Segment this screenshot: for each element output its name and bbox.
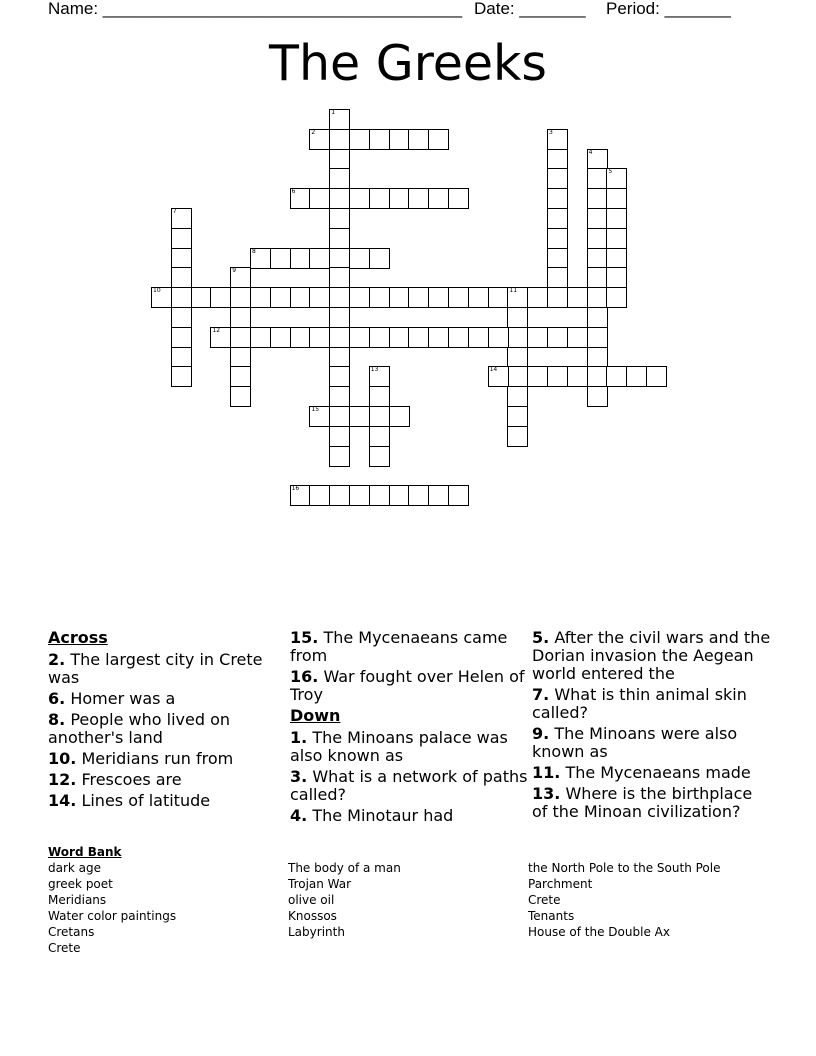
crossword-cell[interactable] [349, 406, 370, 427]
crossword-cell[interactable] [270, 287, 291, 308]
crossword-cell[interactable] [349, 248, 370, 269]
crossword-cell[interactable] [468, 327, 489, 348]
crossword-cell[interactable] [389, 129, 410, 150]
word-bank-item: Water color paintings [48, 909, 177, 923]
crossword-cell[interactable] [547, 208, 568, 229]
crossword-cell[interactable] [428, 327, 449, 348]
crossword-cell[interactable] [329, 149, 350, 170]
crossword-cell[interactable] [329, 426, 350, 447]
crossword-cell[interactable] [408, 327, 429, 348]
crossword-cell[interactable] [329, 168, 350, 189]
clue-number-label: 5 [608, 168, 613, 176]
crossword-cell[interactable] [389, 406, 410, 427]
crossword-cell[interactable] [547, 248, 568, 269]
date-field[interactable]: Date: _______ [474, 0, 586, 18]
crossword-cell[interactable] [507, 347, 528, 368]
clue-across-14: 14. Lines of latitude [48, 791, 211, 810]
crossword-cell[interactable] [230, 307, 251, 328]
crossword-cell[interactable] [587, 366, 608, 387]
crossword-cell[interactable] [270, 248, 291, 269]
crossword-cell[interactable] [428, 129, 449, 150]
crossword-cell[interactable] [547, 168, 568, 189]
clues-column-3 [532, 629, 772, 824]
crossword-cell[interactable] [547, 149, 568, 170]
crossword-cell[interactable] [507, 307, 528, 328]
crossword-cell[interactable] [250, 327, 271, 348]
crossword-cell[interactable] [408, 485, 429, 506]
period-field[interactable]: Period: _______ [606, 0, 731, 18]
word-bank-item: Parchment [528, 877, 593, 891]
clue-across-8: 8. People who lived on another's land [48, 710, 231, 747]
crossword-cell[interactable] [329, 485, 350, 506]
crossword-cell[interactable] [171, 248, 192, 269]
crossword-cell[interactable] [428, 287, 449, 308]
clue-number-label: 4 [588, 148, 593, 156]
crossword-cell[interactable] [587, 327, 608, 348]
clue-across-12: 12. Frescoes are [48, 770, 182, 789]
crossword-cell[interactable] [309, 248, 330, 269]
crossword-cell[interactable] [389, 327, 410, 348]
page-title: The Greeks [269, 35, 547, 92]
crossword-cell[interactable] [527, 327, 548, 348]
crossword-cell[interactable] [587, 188, 608, 209]
crossword-cell[interactable] [369, 327, 390, 348]
crossword-cell[interactable] [349, 485, 370, 506]
word-bank-column-1 [48, 844, 176, 956]
crossword-cell[interactable] [408, 129, 429, 150]
crossword-cell[interactable] [329, 386, 350, 407]
crossword-cell[interactable] [527, 366, 548, 387]
crossword-cell[interactable] [448, 188, 469, 209]
word-bank-item: Trojan War [288, 877, 352, 891]
crossword-cell[interactable] [587, 307, 608, 328]
clue-number-label: 9 [232, 267, 237, 275]
crossword-cell[interactable] [369, 446, 390, 467]
word-bank-item: Tenants [528, 909, 575, 923]
crossword-cell[interactable] [349, 327, 370, 348]
crossword-cell[interactable] [547, 327, 568, 348]
crossword-cell[interactable] [428, 188, 449, 209]
crossword-cell[interactable] [606, 248, 627, 269]
crossword-cell[interactable] [547, 188, 568, 209]
crossword-cell[interactable] [349, 287, 370, 308]
clue-down-1: 1. The Minoans palace was also known as [290, 728, 508, 765]
word-bank-item: olive oil [288, 893, 335, 907]
crossword-cell[interactable] [606, 366, 627, 387]
crossword-cell[interactable] [507, 386, 528, 407]
clue-down-3: 3. What is a network of paths called? [290, 767, 528, 804]
clue-across-2: 2. The largest city in Crete was [48, 650, 263, 687]
word-bank-item: Crete [48, 941, 81, 955]
crossword-cell[interactable] [587, 208, 608, 229]
crossword-cell[interactable] [587, 267, 608, 288]
crossword-cell[interactable] [468, 287, 489, 308]
crossword-cell[interactable] [349, 188, 370, 209]
crossword-cell[interactable] [408, 188, 429, 209]
crossword-cell[interactable] [507, 426, 528, 447]
word-bank-item: Labyrinth [288, 925, 345, 939]
crossword-cell[interactable] [369, 485, 390, 506]
crossword-cell[interactable] [329, 248, 350, 269]
word-bank-item: dark age [48, 861, 102, 875]
crossword-cell[interactable] [210, 287, 231, 308]
crossword-cell[interactable] [587, 287, 608, 308]
clue-down-9: 9. The Minoans were also known as [532, 724, 738, 761]
crossword-cell[interactable] [587, 347, 608, 368]
clue-number-label: 11 [509, 287, 518, 295]
crossword-cell[interactable] [587, 248, 608, 269]
crossword-cell[interactable] [290, 248, 311, 269]
clue-number-label: 8 [252, 247, 256, 255]
crossword-cell[interactable] [389, 287, 410, 308]
crossword-cell[interactable] [171, 327, 192, 348]
crossword-cell[interactable] [290, 287, 311, 308]
word-bank-item: Crete [528, 893, 561, 907]
crossword-cell[interactable] [349, 129, 370, 150]
crossword-cell[interactable] [547, 366, 568, 387]
clue-number-label: 14 [489, 366, 498, 374]
crossword-cell[interactable] [369, 248, 390, 269]
word-bank-item: Meridians [48, 893, 107, 907]
crossword-cell[interactable] [270, 327, 291, 348]
word-bank-item: The body of a man [288, 861, 401, 875]
crossword-cell[interactable] [290, 327, 311, 348]
clue-number-label: 1 [331, 109, 336, 116]
crossword-cell[interactable] [230, 347, 251, 368]
crossword-cell[interactable] [329, 307, 350, 328]
crossword-cell[interactable] [329, 267, 350, 288]
crossword-cell[interactable] [507, 327, 528, 348]
crossword-cell[interactable] [329, 188, 350, 209]
crossword-cell[interactable] [626, 366, 647, 387]
word-bank-column-3 [528, 860, 721, 940]
crossword-cell[interactable] [329, 366, 350, 387]
crossword-cell[interactable] [448, 327, 469, 348]
across-heading: Across [48, 628, 108, 647]
crossword-cell[interactable] [606, 287, 627, 308]
crossword-cell[interactable] [408, 287, 429, 308]
crossword-cell[interactable] [171, 307, 192, 328]
crossword-cell[interactable] [488, 327, 509, 348]
clue-down-11: 11. The Mycenaeans made [532, 763, 751, 782]
crossword-cell[interactable] [389, 485, 410, 506]
crossword-cell[interactable] [171, 347, 192, 368]
crossword-cell[interactable] [329, 406, 350, 427]
crossword-cell[interactable] [507, 406, 528, 427]
word-bank-heading: Word Bank [48, 845, 122, 859]
clue-number-label: 12 [212, 326, 221, 334]
word-bank-item: Knossos [288, 909, 337, 923]
crossword-cell[interactable] [309, 188, 330, 209]
crossword-cell[interactable] [329, 208, 350, 229]
crossword-cell[interactable] [606, 228, 627, 249]
clue-across-10: 10. Meridians run from [48, 749, 234, 768]
name-field[interactable]: Name: ______________________________________ [48, 0, 463, 18]
crossword-cell[interactable] [309, 287, 330, 308]
crossword-cell[interactable] [646, 366, 667, 387]
crossword-cell[interactable] [369, 406, 390, 427]
word-bank-item: Cretans [48, 925, 95, 939]
crossword-cell[interactable] [369, 386, 390, 407]
crossword-cell[interactable] [309, 485, 330, 506]
crossword-cell[interactable] [369, 129, 390, 150]
clues-column-2 [290, 629, 530, 828]
crossword-grid [0, 0, 816, 520]
crossword-cell[interactable] [191, 287, 212, 308]
crossword-cell[interactable] [369, 426, 390, 447]
word-bank-item: the North Pole to the South Pole [528, 861, 721, 875]
crossword-cell[interactable] [488, 287, 509, 308]
clue-across-15: 15. The Mycenaeans came from [290, 628, 508, 665]
crossword-cell[interactable] [567, 287, 588, 308]
crossword-cell[interactable] [448, 287, 469, 308]
crossword-cell[interactable] [567, 366, 588, 387]
crossword-cell[interactable] [329, 446, 350, 467]
crossword-cell[interactable] [428, 485, 449, 506]
crossword-cell[interactable] [329, 287, 350, 308]
clues-column-1 [48, 629, 288, 813]
crossword-cell[interactable] [606, 188, 627, 209]
crossword-cell[interactable] [329, 327, 350, 348]
clue-down-7: 7. What is thin animal skin called? [532, 685, 747, 722]
word-bank-item: House of the Double Ax [528, 925, 670, 939]
clue-down-13: 13. Where is the birthplace of the Minoan civilization? [532, 784, 753, 821]
crossword-cell[interactable] [230, 386, 251, 407]
clue-across-6: 6. Homer was a [48, 689, 176, 708]
crossword-cell[interactable] [547, 287, 568, 308]
crossword-cell[interactable] [171, 366, 192, 387]
clue-number-label: 16 [291, 485, 300, 493]
clue-number-label: 15 [311, 406, 320, 413]
crossword-cell[interactable] [171, 228, 192, 249]
crossword-cell[interactable] [329, 129, 350, 150]
crossword-cell[interactable] [448, 485, 469, 506]
clue-number-label: 3 [549, 128, 553, 136]
crossword-cell[interactable] [230, 366, 251, 387]
crossword-cell[interactable] [309, 327, 330, 348]
crossword-cell[interactable] [171, 287, 192, 308]
crossword-cell[interactable] [606, 208, 627, 229]
clue-number-label: 10 [153, 287, 161, 295]
crossword-cell[interactable] [369, 287, 390, 308]
crossword-cell[interactable] [587, 386, 608, 407]
crossword-cell[interactable] [587, 168, 608, 189]
crossword-cell[interactable] [329, 228, 350, 249]
clue-number-label: 13 [370, 366, 379, 374]
crossword-cell[interactable] [230, 327, 251, 348]
clue-down-5: 5. After the civil wars and the Dorian invasion the Aegean world entered the [532, 628, 771, 683]
word-bank-column-2 [288, 860, 401, 940]
clue-down-4: 4. The Minotaur had [290, 806, 454, 825]
crossword-cell[interactable] [230, 287, 251, 308]
crossword-cell[interactable] [527, 287, 548, 308]
clue-number-label: 7 [172, 208, 177, 215]
crossword-cell[interactable] [547, 267, 568, 288]
crossword-cell[interactable] [250, 287, 271, 308]
crossword-cell[interactable] [171, 267, 192, 288]
crossword-cell[interactable] [369, 188, 390, 209]
crossword-cell[interactable] [587, 228, 608, 249]
clue-number-label: 2 [311, 128, 316, 136]
crossword-cell[interactable] [567, 327, 588, 348]
word-bank-item: greek poet [48, 877, 113, 891]
clue-number-label: 6 [291, 188, 296, 196]
clue-across-16: 16. War fought over Helen of Troy [290, 667, 525, 704]
crossword-cell[interactable] [606, 267, 627, 288]
crossword-cell[interactable] [547, 228, 568, 249]
down-heading: Down [290, 706, 341, 725]
crossword-cell[interactable] [389, 188, 410, 209]
crossword-cell[interactable] [329, 347, 350, 368]
crossword-cell[interactable] [507, 366, 528, 387]
